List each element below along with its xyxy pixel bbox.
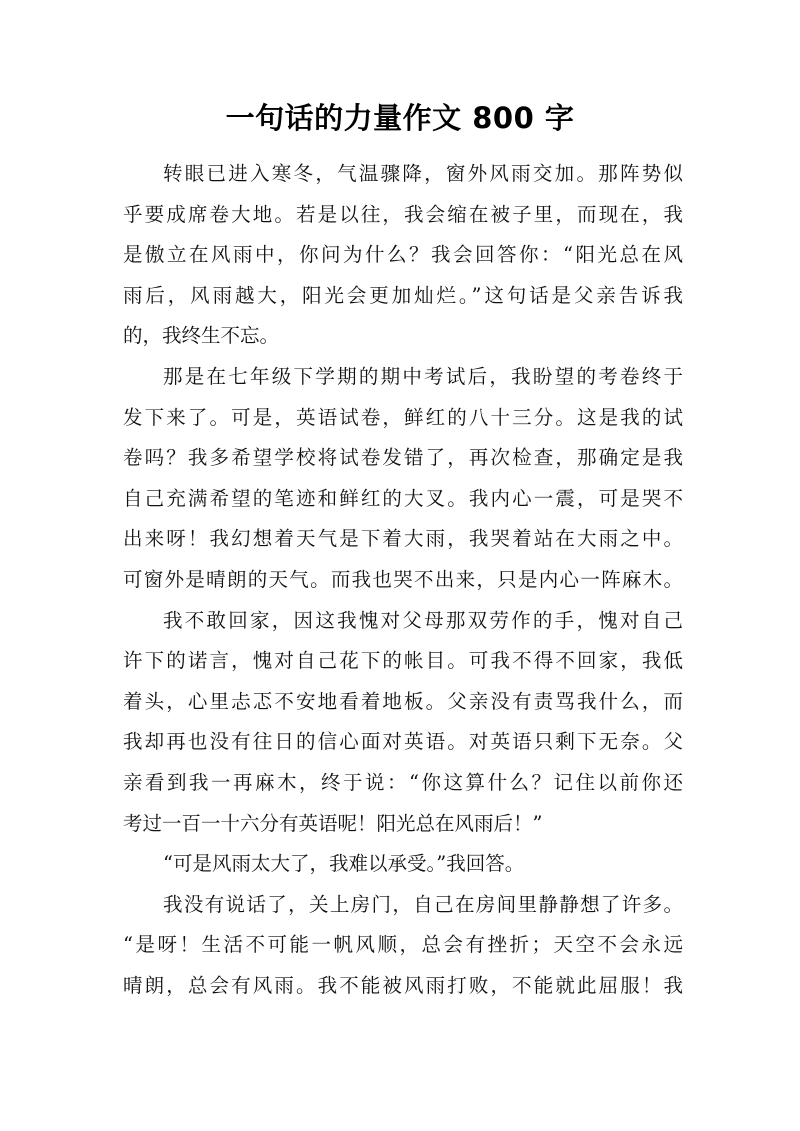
paragraph-line: 亲看到我一再麻木，终于说：“你这算什么？记住以前你还 <box>123 770 683 794</box>
paragraph-line: 是傲立在风雨中，你问为什么？我会回答你：“阳光总在风 <box>123 243 683 267</box>
essay-body <box>123 154 683 1006</box>
paragraph-line: 转眼已进入寒冬，气温骤降，窗外风雨交加。那阵势似 <box>163 162 683 185</box>
paragraph-line: 着头，心里忐忑不安地看着地板。父亲没有责骂我什么，而 <box>123 689 683 713</box>
paragraph-line: 那是在七年级下学期的期中考试后，我盼望的考卷终于 <box>163 364 683 388</box>
paragraph-line: 乎要成席卷大地。若是以往，我会缩在被子里，而现在，我 <box>123 202 683 226</box>
paragraph-line: 出来呀！我幻想着天气是下着大雨，我哭着站在大雨之中。 <box>123 527 683 551</box>
paragraph-line: 晴朗，总会有风雨。我不能被风雨打败，不能就此屈服！我 <box>123 973 683 997</box>
paragraph-line: 我没有说话了，关上房门，自己在房间里静静想了许多。 <box>163 892 683 916</box>
paragraph-line: “可是风雨太大了，我难以承受。”我回答。 <box>163 852 525 876</box>
paragraph-line: “是呀！生活不可能一帆风顺，总会有挫折；天空不会永远 <box>123 933 683 957</box>
paragraph-line: 自己充满希望的笔迹和鲜红的大叉。我内心一震，可是哭不 <box>123 486 683 510</box>
paragraph-line: 考过一百一十六分有英语呢！阳光总在风雨后！” <box>123 811 543 835</box>
paragraph-line: 卷吗？我多希望学校将试卷发错了，再次检查，那确定是我 <box>123 446 683 470</box>
paragraph-line: 我却再也没有往日的信心面对英语。对英语只剩下无奈。父 <box>123 730 683 754</box>
paragraph-line: 的，我终生不忘。 <box>123 324 280 348</box>
paragraph-line: 雨后，风雨越大，阳光会更加灿烂。”这句话是父亲告诉我 <box>123 283 683 307</box>
paragraph-line: 可窗外是晴朗的天气。而我也哭不出来，只是内心一阵麻木。 <box>123 567 683 591</box>
paragraph-line: 我不敢回家，因这我愧对父母那双劳作的手，愧对自己 <box>163 608 683 632</box>
page-title: 一句话的力量作文 800 字 <box>225 101 575 135</box>
paragraph-line: 发下来了。可是，英语试卷，鲜红的八十三分。这是我的试 <box>123 405 683 429</box>
paragraph-line: 许下的诺言，愧对自己花下的帐目。可我不得不回家，我低 <box>123 649 683 673</box>
